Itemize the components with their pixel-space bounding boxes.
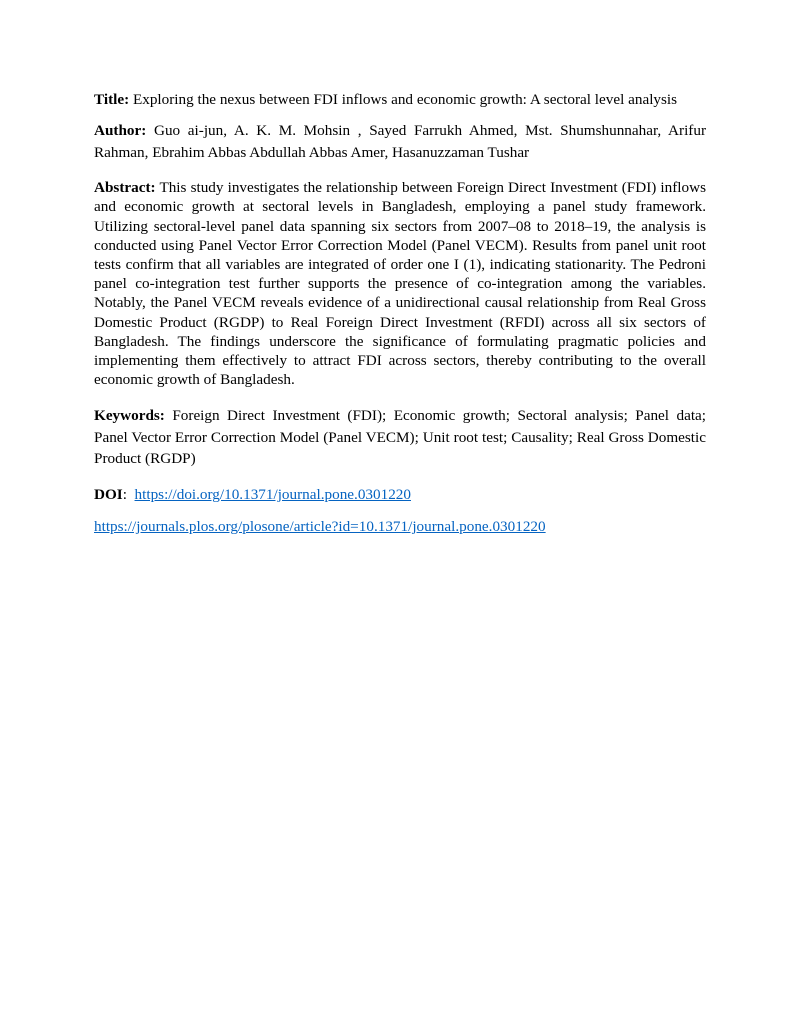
doi-link[interactable]: https://doi.org/10.1371/journal.pone.0301220 <box>134 485 411 503</box>
keywords-text: Foreign Direct Investment (FDI); Economic growth; Sectoral analysis; Panel data; Panel Vector Error Correction Model (Panel VECM); Unit root test; Causality; Real Gross Domestic Product (RGDP) <box>94 407 707 468</box>
document-page <box>94 90 706 536</box>
author-field <box>94 120 706 163</box>
title-label: Title: <box>94 91 130 108</box>
author-list: Guo ai-jun, A. K. M. Mohsin , Sayed Farrukh Ahmed, Mst. Shumshunnahar, Arifur Rahman, Ebrahim Abbas Abdullah Abbas Amer, Hasanuzzaman Tushar <box>94 122 706 161</box>
doi-separator: : <box>122 485 127 503</box>
keywords-field <box>94 405 706 470</box>
article-url-field <box>94 517 706 536</box>
abstract-field <box>94 178 706 389</box>
title-field <box>94 90 706 109</box>
doi-field <box>94 485 706 504</box>
abstract-label: Abstract: <box>94 179 156 197</box>
author-label: Author: <box>94 122 147 140</box>
abstract-text: This study investigates the relationship between Foreign Direct Investment (FDI) inflows and economic growth at sectoral levels in Bangladesh, employing a panel study framework. Utilizing sectoral-level panel data spanning six sectors from 2007–08 to 2018–19, the analysis is conducted using Panel Vector Error Correction Model (Panel VECM). Results from panel unit root tests confirm that all variables are integrated of order one I (1), indicating stationarity. The Pedroni panel co-integration test further supports the presence of co-integration among the variables. Notably, the Panel VECM reveals evidence of a unidirectional causal relationship from Real Gross Domestic Product (RGDP) to Real Foreign Direct Investment (RFDI) across all six sectors of Bangladesh. The findings underscore the significance of formulating pragmatic policies and implementing them effectively to attract FDI across sectors, thereby contributing to the overall economic growth of Bangladesh. <box>94 179 706 389</box>
paper-title: Exploring the nexus between FDI inflows and economic growth: A sectoral level analysis <box>132 91 678 108</box>
keywords-label: Keywords: <box>94 407 165 425</box>
article-link[interactable]: https://journals.plos.org/plosone/article?id=10.1371/journal.pone.0301220 <box>94 518 546 536</box>
doi-label: DOI <box>94 485 123 503</box>
